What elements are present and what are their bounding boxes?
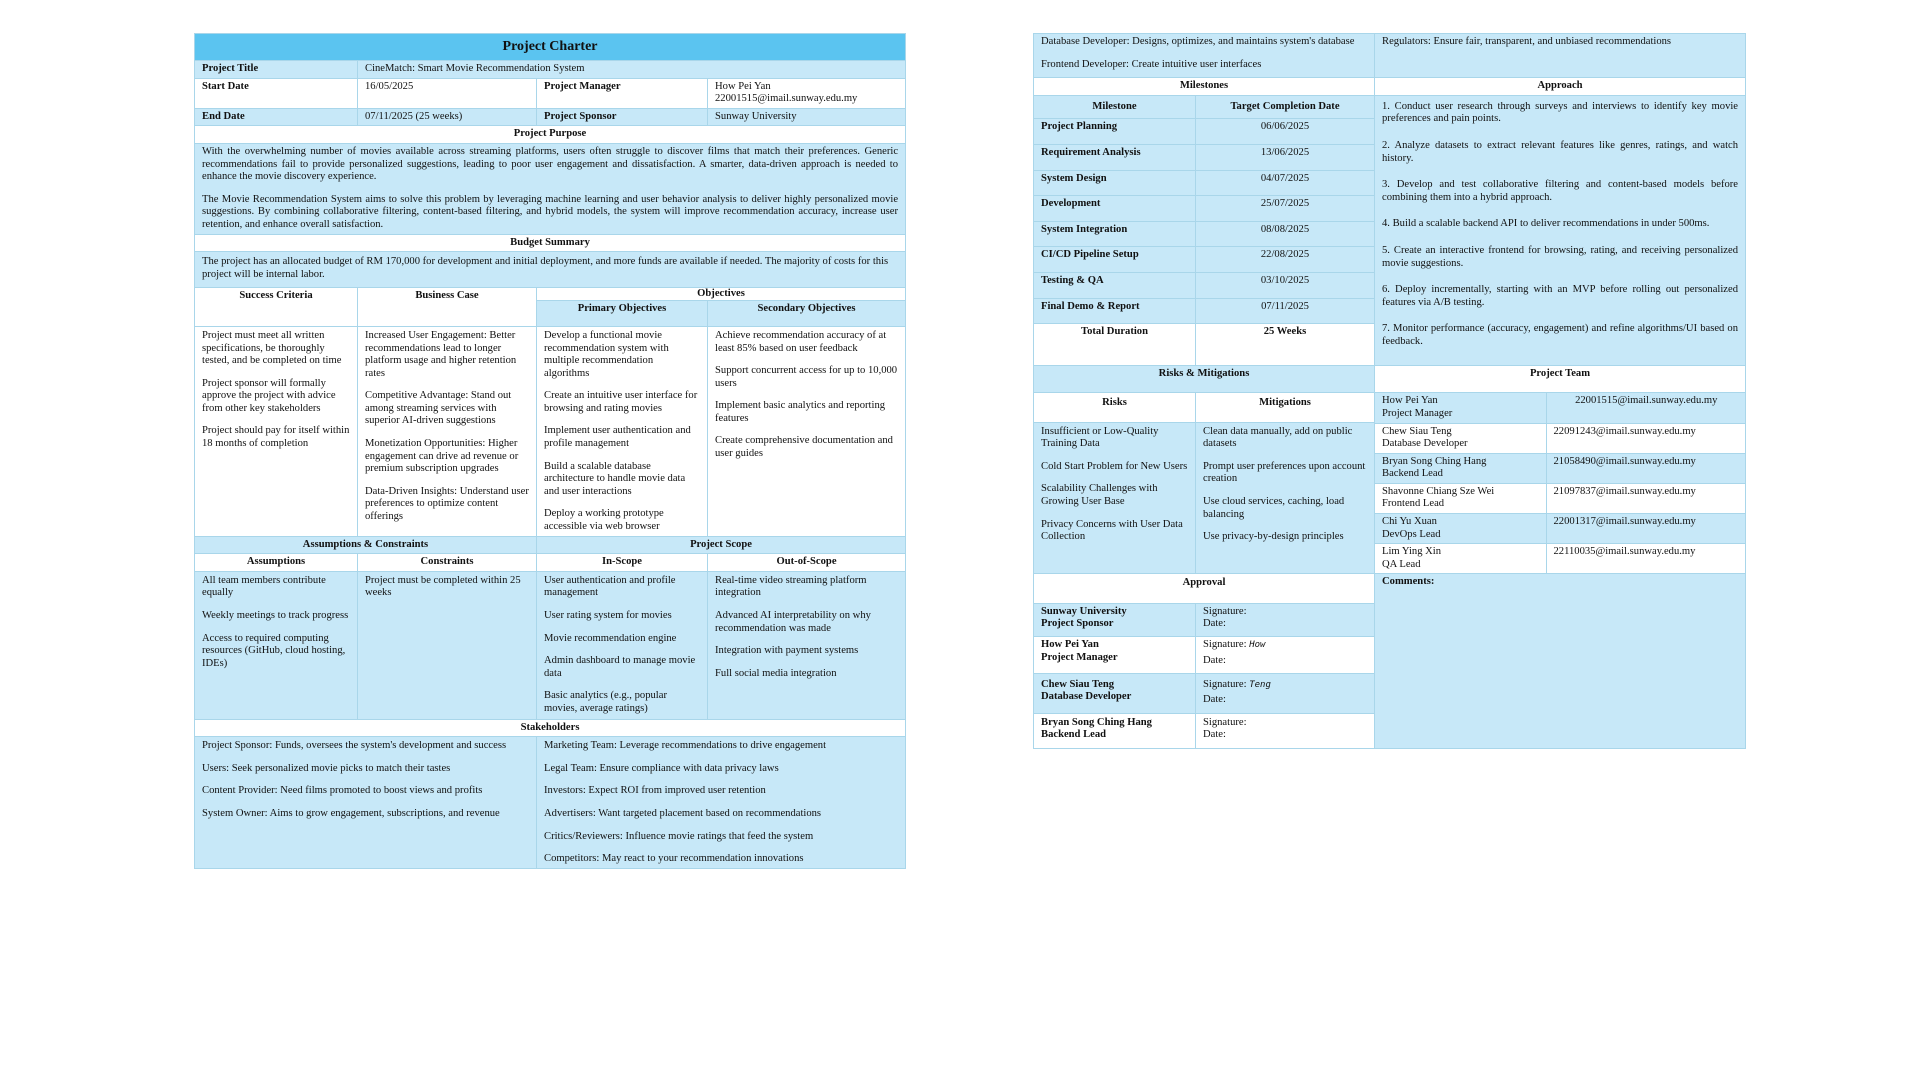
in-scope-heading: In-Scope <box>537 554 708 572</box>
assumptions-constraints-heading: Assumptions & Constraints <box>195 536 537 554</box>
business-case-heading: Business Case <box>358 288 537 327</box>
success-criteria-heading: Success Criteria <box>195 288 358 327</box>
charter-table-continued <box>1033 33 1746 749</box>
target-date-column-header: Target Completion Date <box>1196 95 1375 119</box>
project-manager-value <box>708 78 906 108</box>
approval-signature-cell <box>1196 673 1375 713</box>
member-role: Backend Lead <box>1382 468 1443 480</box>
milestone-name: Project Planning <box>1034 119 1196 145</box>
total-duration-label: Total Duration <box>1034 324 1196 366</box>
member-email: 21058490@imail.sunway.edu.my <box>1546 453 1746 483</box>
team-member <box>1375 423 1546 453</box>
milestone-name: System Integration <box>1034 221 1196 247</box>
objectives-heading: Objectives <box>537 288 906 301</box>
milestone-date: 07/11/2025 <box>1196 298 1375 324</box>
list-item: Real-time video streaming platform integration <box>715 574 867 599</box>
list-item: Support concurrent access for up to 10,000 users <box>715 365 898 389</box>
list-item: 2. Analyze datasets to extract relevant features like genres, ratings, and watch history. <box>1382 139 1739 164</box>
secondary-objectives-list <box>708 326 906 536</box>
member-role: DevOps Lead <box>1382 528 1441 540</box>
approver-name: Sunway University <box>1041 605 1127 617</box>
project-charter-page-1 <box>194 33 905 869</box>
budget-summary-heading: Budget Summary <box>195 234 906 252</box>
list-item: Advanced AI interpretability on why recommendation was made <box>715 610 871 634</box>
stakeholders-continued-left <box>1034 34 1375 78</box>
list-item: Use privacy-by-design principles <box>1203 531 1344 543</box>
date-label: Date: <box>1203 694 1226 706</box>
constraints-list <box>358 571 537 719</box>
risks-mitigations-heading: Risks & Mitigations <box>1034 365 1375 393</box>
milestone-name: Final Demo & Report <box>1034 298 1196 324</box>
list-item: Implement basic analytics and reporting features <box>715 400 886 424</box>
budget-summary-text: The project has an allocated budget of RM 170,000 for development and initial deployment, and more funds are available if needed. The majority of costs for this project will be internal labor. <box>195 252 906 288</box>
milestone-name: System Design <box>1034 170 1196 196</box>
signature-label: Signature: <box>1203 678 1247 690</box>
list-item: Integration with payment systems <box>715 645 859 657</box>
list-item: 3. Develop and test collaborative filtering and content-based models before combining them into a hybrid approach. <box>1382 179 1739 203</box>
team-member <box>1375 453 1546 483</box>
assumptions-heading: Assumptions <box>195 554 358 572</box>
list-item: Insufficient or Low-Quality Training Data <box>1041 425 1159 450</box>
milestone-date: 13/06/2025 <box>1196 144 1375 170</box>
team-row <box>1375 393 1746 423</box>
approval-signature-cell <box>1196 713 1375 749</box>
team-member <box>1375 544 1546 574</box>
risks-list <box>1034 422 1196 574</box>
milestone-date: 22/08/2025 <box>1196 247 1375 273</box>
project-title-label: Project Title <box>195 61 358 79</box>
approver <box>1034 603 1196 636</box>
list-item: Admin dashboard to manage movie data <box>544 655 696 679</box>
business-case-list <box>358 326 537 536</box>
signature-label: Signature: <box>1203 716 1247 728</box>
approval-heading: Approval <box>1034 574 1375 603</box>
list-item: Access to required computing resources (GitHub, cloud hosting, IDEs) <box>202 632 346 669</box>
list-item: Marketing Team: Leverage recommendations to drive engagement <box>544 740 827 752</box>
list-item: Privacy Concerns with User Data Collection <box>1041 518 1183 543</box>
approver-name: How Pei Yan <box>1041 639 1099 651</box>
project-team-heading: Project Team <box>1375 365 1746 393</box>
project-scope-heading: Project Scope <box>537 536 906 554</box>
list-item: Database Developer: Designs, optimizes, and maintains system's database <box>1041 36 1355 47</box>
milestone-date: 06/06/2025 <box>1196 119 1375 145</box>
team-row <box>1375 483 1746 513</box>
risks-column-header: Risks <box>1034 393 1196 422</box>
list-item: Achieve recommendation accuracy of at least 85% based on user feedback <box>715 329 887 354</box>
out-of-scope-heading: Out-of-Scope <box>708 554 906 572</box>
pm-name: How Pei Yan <box>715 80 771 92</box>
project-manager-label: Project Manager <box>537 78 708 108</box>
in-scope-list <box>537 571 708 719</box>
list-item: Build a scalable database architecture to handle movie data and user interactions <box>544 460 686 497</box>
constraints-heading: Constraints <box>358 554 537 572</box>
list-item: Project sponsor will formally approve the project with advice from other key stakeholders <box>202 377 336 414</box>
member-role: QA Lead <box>1382 558 1421 570</box>
list-item: Competitive Advantage: Stand out among streaming services with superior AI-driven suggestions <box>365 390 512 427</box>
list-item: Prompt user preferences upon account creation <box>1203 460 1366 485</box>
list-item: Project should pay for itself within 18 months of completion <box>202 425 350 450</box>
milestone-date: 25/07/2025 <box>1196 196 1375 222</box>
approver <box>1034 673 1196 713</box>
list-item: Weekly meetings to track progress <box>202 610 349 621</box>
start-date-value: 16/05/2025 <box>358 78 537 108</box>
list-item: Create comprehensive documentation and user guides <box>715 435 893 460</box>
milestone-name: CI/CD Pipeline Setup <box>1034 247 1196 273</box>
approver-role: Project Sponsor <box>1041 618 1114 630</box>
list-item: Investors: Expect ROI from improved user retention <box>544 785 766 797</box>
list-item: User authentication and profile management <box>544 574 676 599</box>
out-of-scope-list <box>708 571 906 719</box>
list-item: Advertisers: Want targeted placement based on recommendations <box>544 807 822 819</box>
list-item: Content Provider: Need films promoted to boost views and profits <box>202 785 483 797</box>
mitigations-list <box>1196 422 1375 574</box>
milestone-name: Testing & QA <box>1034 272 1196 298</box>
approver-role: Backend Lead <box>1041 729 1107 741</box>
milestones-heading: Milestones <box>1034 78 1375 96</box>
list-item: Users: Seek personalized movie picks to match their tastes <box>202 762 451 774</box>
list-item: 6. Deploy incrementally, starting with an MVP before rolling out personalized features via A/B testing. <box>1382 284 1739 308</box>
list-item: Implement user authentication and profile management <box>544 425 691 450</box>
list-item: Data-Driven Insights: Understand user preferences to optimize content offerings <box>365 485 529 523</box>
pm-email: 22001515@imail.sunway.edu.my <box>715 93 858 105</box>
milestone-date: 04/07/2025 <box>1196 170 1375 196</box>
approver <box>1034 713 1196 749</box>
member-email: 22001317@imail.sunway.edu.my <box>1546 514 1746 544</box>
team-row <box>1375 423 1746 453</box>
list-item: Movie recommendation engine <box>544 632 677 644</box>
approver-role: Project Manager <box>1041 651 1118 663</box>
team-row <box>1375 514 1746 544</box>
list-item: Monetization Opportunities: Higher engagement can drive ad revenue or premium subscription upgrades <box>365 438 519 475</box>
project-title-value: CineMatch: Smart Movie Recommendation System <box>358 61 906 79</box>
project-purpose-heading: Project Purpose <box>195 126 906 144</box>
list-item: 7. Monitor performance (accuracy, engagement) and refine algorithms/UI based on feedback. <box>1382 323 1739 347</box>
milestone-name: Requirement Analysis <box>1034 144 1196 170</box>
list-item: All team members contribute equally <box>202 574 326 599</box>
comments-box: Comments: <box>1375 574 1746 749</box>
project-team-table <box>1375 393 1746 573</box>
signature-label: Signature: <box>1203 639 1247 651</box>
approver-role: Database Developer <box>1041 691 1132 703</box>
list-item: Project Sponsor: Funds, oversees the system's development and success <box>202 740 507 752</box>
list-item: User rating system for movies <box>544 610 672 621</box>
list-item: Clean data manually, add on public datasets <box>1203 425 1353 450</box>
start-date-label: Start Date <box>195 78 358 108</box>
member-role: Project Manager <box>1382 407 1453 419</box>
end-date-label: End Date <box>195 108 358 126</box>
member-name: Bryan Song Ching Hang <box>1382 455 1487 467</box>
member-email: 22001515@imail.sunway.edu.my <box>1546 393 1746 423</box>
list-item: 5. Create an interactive frontend for browsing, rating, and receiving personalized movie suggestions. <box>1382 244 1739 269</box>
stakeholders-heading: Stakeholders <box>195 719 906 737</box>
stakeholders-right-list <box>537 737 906 869</box>
primary-objectives-heading: Primary Objectives <box>537 301 708 327</box>
approver-name: Bryan Song Ching Hang <box>1041 716 1152 728</box>
mitigations-column-header: Mitigations <box>1196 393 1375 422</box>
team-row <box>1375 544 1746 574</box>
member-name: Shavonne Chiang Sze Wei <box>1382 485 1495 497</box>
project-charter-page-2 <box>1033 33 1745 749</box>
charter-table <box>194 33 906 869</box>
member-email: 21097837@imail.sunway.edu.my <box>1546 483 1746 513</box>
assumptions-list <box>195 571 358 719</box>
primary-objectives-list <box>537 326 708 536</box>
list-item: Increased User Engagement: Better recommendations lead to longer platform usage and higher retention rates <box>365 329 517 379</box>
member-role: Frontend Lead <box>1382 498 1445 510</box>
milestone-column-header: Milestone <box>1034 95 1196 119</box>
member-name: Lim Ying Xin <box>1382 546 1442 558</box>
list-item: Full social media integration <box>715 667 837 679</box>
project-purpose-text <box>195 143 906 234</box>
date-label: Date: <box>1203 618 1226 630</box>
purpose-paragraph-2: The Movie Recommendation System aims to solve this problem by leveraging machine learning and user behavior analysis to deliver highly personalized movie suggestions. By combining collaborative filtering, content-based filtering, and hybrid models, the system will improve recommendation accuracy, increase user retention, and enhance overall satisfaction. <box>202 193 899 230</box>
end-date-value: 07/11/2025 (25 weeks) <box>358 108 537 126</box>
list-item: Competitors: May react to your recommendation innovations <box>544 853 804 865</box>
team-row <box>1375 453 1746 483</box>
list-item: Create an intuitive user interface for browsing and rating movies <box>544 390 698 414</box>
page-title: Project Charter <box>195 34 906 61</box>
stakeholders-continued-right: Regulators: Ensure fair, transparent, and unbiased recommendations <box>1375 34 1746 78</box>
milestone-name: Development <box>1034 196 1196 222</box>
list-item: Scalability Challenges with Growing User Base <box>1041 483 1158 508</box>
list-item: Basic analytics (e.g., popular movies, average ratings) <box>544 690 667 714</box>
team-member <box>1375 483 1546 513</box>
list-item: Cold Start Problem for New Users <box>1041 460 1188 472</box>
list-item: Project must be completed within 25 weeks <box>365 574 521 599</box>
member-email: 22091243@imail.sunway.edu.my <box>1546 423 1746 453</box>
project-team-container <box>1375 393 1746 574</box>
team-member <box>1375 514 1546 544</box>
milestone-date: 08/08/2025 <box>1196 221 1375 247</box>
approach-heading: Approach <box>1375 78 1746 96</box>
project-sponsor-label: Project Sponsor <box>537 108 708 126</box>
list-item: 4. Build a scalable backend API to deliver recommendations in under 500ms. <box>1382 218 1710 230</box>
approver-name: Chew Siau Teng <box>1041 678 1115 690</box>
date-label: Date: <box>1203 729 1226 741</box>
list-item: Frontend Developer: Create intuitive user interfaces <box>1041 58 1262 70</box>
list-item: Legal Team: Ensure compliance with data privacy laws <box>544 762 779 774</box>
list-item: 1. Conduct user research through surveys and interviews to identify key movie preferences and pain points. <box>1382 100 1739 125</box>
approach-list <box>1375 95 1746 365</box>
stakeholders-left-list <box>195 737 537 869</box>
milestone-date: 03/10/2025 <box>1196 272 1375 298</box>
member-role: Database Developer <box>1382 438 1468 450</box>
list-item: Use cloud services, caching, load balancing <box>1203 496 1345 520</box>
signature-value: Teng <box>1249 679 1271 690</box>
date-label: Date: <box>1203 654 1226 666</box>
member-name: Chew Siau Teng <box>1382 425 1452 437</box>
signature-label: Signature: <box>1203 605 1247 617</box>
list-item: System Owner: Aims to grow engagement, subscriptions, and revenue <box>202 807 500 819</box>
approval-signature-cell <box>1196 603 1375 636</box>
purpose-paragraph-1: With the overwhelming number of movies available across streaming platforms, users often struggle to discover films that match their preferences. Generic recommendations fail to provide personalized suggestions, leading to poor user engagement and dissatisfaction. A smarter, data-driven approach is needed to enhance the movie discovery experience. <box>202 145 899 183</box>
list-item: Develop a functional movie recommendation system with multiple recommendation algorithms <box>544 329 669 379</box>
list-item: Project must meet all written specifications, be thoroughly tested, and be completed on time <box>202 329 342 367</box>
total-duration-value: 25 Weeks <box>1196 324 1375 366</box>
approver <box>1034 637 1196 674</box>
signature-value: How <box>1249 640 1266 651</box>
member-email: 22110035@imail.sunway.edu.my <box>1546 544 1746 574</box>
list-item: Critics/Reviewers: Influence movie ratings that feed the system <box>544 830 814 842</box>
success-criteria-list <box>195 326 358 536</box>
approval-signature-cell <box>1196 637 1375 674</box>
member-name: How Pei Yan <box>1382 395 1438 407</box>
member-name: Chi Yu Xuan <box>1382 516 1437 528</box>
list-item: Deploy a working prototype accessible via web browser <box>544 508 664 533</box>
project-sponsor-value: Sunway University <box>708 108 906 126</box>
team-member <box>1375 393 1546 423</box>
secondary-objectives-heading: Secondary Objectives <box>708 301 906 327</box>
